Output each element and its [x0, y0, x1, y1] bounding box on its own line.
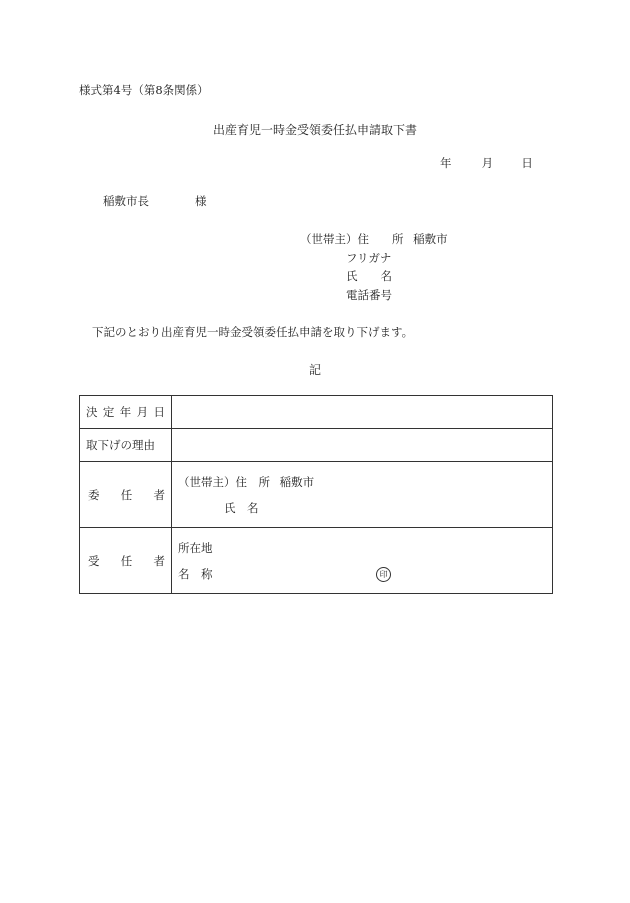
addressee-name: 稲敷市長 [103, 194, 149, 208]
delegatee-name-line [178, 561, 552, 587]
delegator-value[interactable] [172, 462, 553, 528]
delegator-address-line [178, 469, 552, 495]
applicant-address-label: （世帯主）住 所 [300, 232, 404, 246]
decision-date-char: 年 [119, 405, 132, 419]
table-row-decision-date [80, 396, 553, 429]
delegator-char: 者 [153, 487, 165, 502]
delegatee-value[interactable] [172, 528, 553, 594]
delegatee-char: 者 [153, 553, 165, 568]
ki-heading: 記 [308, 363, 321, 377]
delegatee-char: 受 [88, 553, 100, 568]
applicant-furigana-label: フリガナ [346, 250, 392, 265]
delegatee-label [80, 528, 172, 594]
year-label: 年 [440, 156, 452, 170]
form-number: 様式第4号（第8条関係） [79, 83, 209, 97]
document-title: 出産育児一時金受領委任払申請取下書 [212, 123, 417, 137]
applicant-name-label: 氏 名 [346, 269, 392, 283]
delegator-char: 任 [120, 487, 133, 502]
delegatee-char: 任 [120, 553, 133, 568]
decision-date-value[interactable] [172, 396, 553, 429]
date-line [440, 155, 533, 171]
delegator-char: 委 [88, 487, 100, 502]
addressee-honorific: 様 [195, 194, 207, 208]
table-row-reason [80, 429, 553, 462]
seal-mark-icon: 印 [376, 567, 391, 582]
reason-label: 取下げの理由 [80, 429, 172, 462]
applicant-phone-label: 電話番号 [346, 287, 392, 302]
month-label: 月 [481, 156, 494, 170]
delegator-name-label: 氏 名 [224, 500, 259, 515]
addressee [103, 193, 207, 209]
applicant-address-row [300, 230, 448, 249]
reason-value[interactable] [172, 429, 553, 462]
decision-date-char: 決 [86, 405, 98, 419]
table-row-delegator [80, 462, 553, 528]
day-label: 日 [521, 156, 533, 170]
delegatee-location-label: 所在地 [178, 540, 213, 555]
statement: 下記のとおり出産育児一時金受領委任払申請を取り下げます。 [92, 325, 414, 339]
decision-date-char: 定 [102, 405, 115, 419]
detail-table [79, 395, 553, 594]
applicant-block [300, 230, 448, 304]
delegator-address-label: （世帯主）住 所 [178, 474, 270, 489]
delegatee-name-label: 名 称 [178, 566, 213, 581]
delegator-address-value: 稲敷市 [279, 474, 315, 489]
decision-date-char: 月 [136, 405, 149, 419]
delegator-label [80, 462, 172, 528]
decision-date-char: 日 [153, 405, 165, 419]
applicant-address-value: 稲敷市 [413, 232, 448, 246]
decision-date-label [80, 396, 172, 429]
table-row-delegatee [80, 528, 553, 594]
